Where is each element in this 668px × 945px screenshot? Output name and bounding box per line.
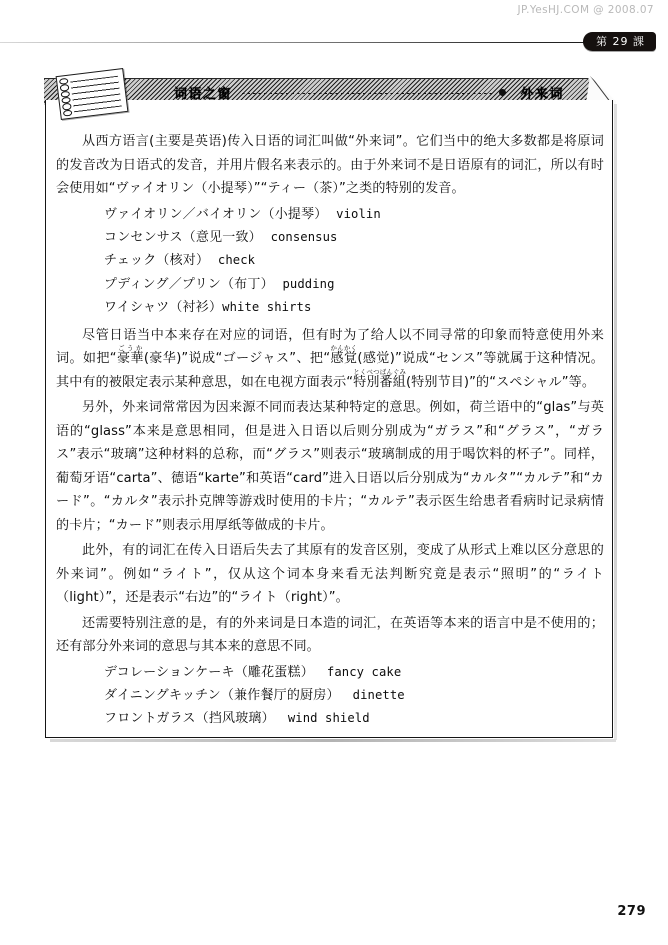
word-en: check (217, 253, 256, 268)
paragraph-2-part-c: (感觉)”说成“センス”等就属于这种情况。其中有的被限定表示某种意思，如在电视方面表示“ (56, 351, 605, 390)
ruby-tokubetsubangumi (353, 367, 406, 390)
word-jp: ヴァイオリン／バイオリン（小提琴） (104, 206, 328, 222)
ruby-gouka (116, 344, 144, 367)
list-item (56, 203, 604, 226)
ruby-kankaku (330, 344, 358, 367)
banner-topic: 外来词 (520, 87, 564, 102)
word-jp: チェック（核对） (104, 253, 210, 269)
word-jp: フロントガラス（挡风玻璃） (104, 711, 275, 727)
word-jp: ダイニングキッチン（兼作餐厅的厨房） (104, 687, 340, 703)
site-watermark: JP.YesHJ.COM @ 2008.07 (517, 4, 654, 16)
paragraph-2-part-a: 尽管日语当中本来存在对应的词语，但有时为了给人以不同寻常的印象而特意使用外来词。如把“ (56, 327, 604, 367)
frame-bottom-shadow (50, 739, 616, 742)
word-en: wind shield (287, 711, 370, 726)
list-item (56, 707, 604, 730)
word-list-wasei (56, 661, 604, 731)
article-body (56, 130, 604, 735)
word-en: dinette (352, 687, 405, 702)
word-en: fancy cake (326, 664, 402, 679)
list-item (56, 684, 604, 707)
ruby-text: ごうか (116, 344, 144, 353)
banner-dotted-connector (242, 93, 494, 94)
word-jp: コンセンサス（意见一致） (104, 229, 262, 245)
ruby-base: 感覚 (330, 351, 358, 367)
notepad-icon (56, 68, 129, 120)
word-en: white shirts (222, 300, 312, 315)
paragraph-2 (56, 324, 604, 395)
banner-arrow-dot-icon (499, 89, 506, 96)
ruby-base: 豪華 (116, 351, 144, 367)
notepad-ruled-lines (70, 76, 121, 113)
list-item (56, 249, 604, 272)
word-en: consensus (270, 229, 338, 244)
ruby-base: 特別番組 (353, 374, 406, 390)
paragraph-2-part-d: (特别节目)”的“スペシャル”等。 (405, 374, 596, 390)
paragraph-3: 另外，外来词常常因为因来源不同而表达某种特定的意思。例如，荷兰语中的“glas”与英语的“glass”本来是意思相同，但是进入日语以后则分别成为“ガラス”和“グラス”，“ガラス”表示“玻璃”这种材料的总称，而“グラス”则表示“玻璃制成的用于喝饮料的杯子”。同样，葡萄牙语“carta”、德语“karte”和英语“card”进入日语以后分别成为“カルタ”“カルテ”和“カード”。“カルタ”表示扑克牌等游戏时使用的卡片；“カルテ”表示医生给患者看病时记录病情的卡片；“カード”则表示用厚纸等做成的卡片。 (56, 400, 604, 533)
word-jp: プディング／プリン（布丁） (104, 276, 274, 292)
lesson-number-tab: 第 29 課 (583, 32, 656, 51)
banner-title: 词语之窗 (174, 87, 233, 102)
page-number: 279 (617, 904, 646, 919)
word-list-loanwords (56, 203, 604, 320)
paragraph-4: 此外，有的词汇在传入日语后失去了其原有的发音区别，变成了从形式上难以区分意思的外来词”。例如“ライト”，仅从这个词本身来看无法判断究竟是表示“照明”的“ライト（light）”，还是表示“右边”的“ライト（right）”。 (56, 543, 604, 606)
frame-right-shadow (614, 104, 617, 740)
list-item (56, 661, 604, 684)
ruby-text: かんかく (330, 344, 358, 353)
word-en: pudding (282, 276, 335, 291)
header-rule (0, 42, 640, 43)
list-item (56, 226, 604, 249)
paragraph-2-part-b: (豪华)”说成“ゴージャス”、把“ (143, 351, 331, 367)
list-item (56, 273, 604, 296)
word-en: violin (336, 206, 381, 221)
word-jp: ワイシャツ（衬衫） (104, 300, 223, 316)
ruby-text: とくべつばんぐみ (353, 367, 406, 376)
word-jp: デコレーションケーキ（雕花蛋糕） (104, 664, 314, 680)
list-item (56, 296, 604, 319)
paragraph-5: 还需要特别注意的是，有的外来词是日本造的词汇，在英语等本来的语言中是不使用的；还有部分外来词的意思与其本来的意思不同。 (56, 615, 604, 655)
paragraph-1: 从西方语言(主要是英语)传入日语的词汇叫做“外来词”。它们当中的绝大多数都是将原词的发音改为日语式的发音，并用片假名来表示的。由于外来词不是日语原有的词汇，所以有时会使用如“ヴァイオリン（小提琴）”“ティー（茶）”之类的特别的发音。 (56, 134, 604, 196)
